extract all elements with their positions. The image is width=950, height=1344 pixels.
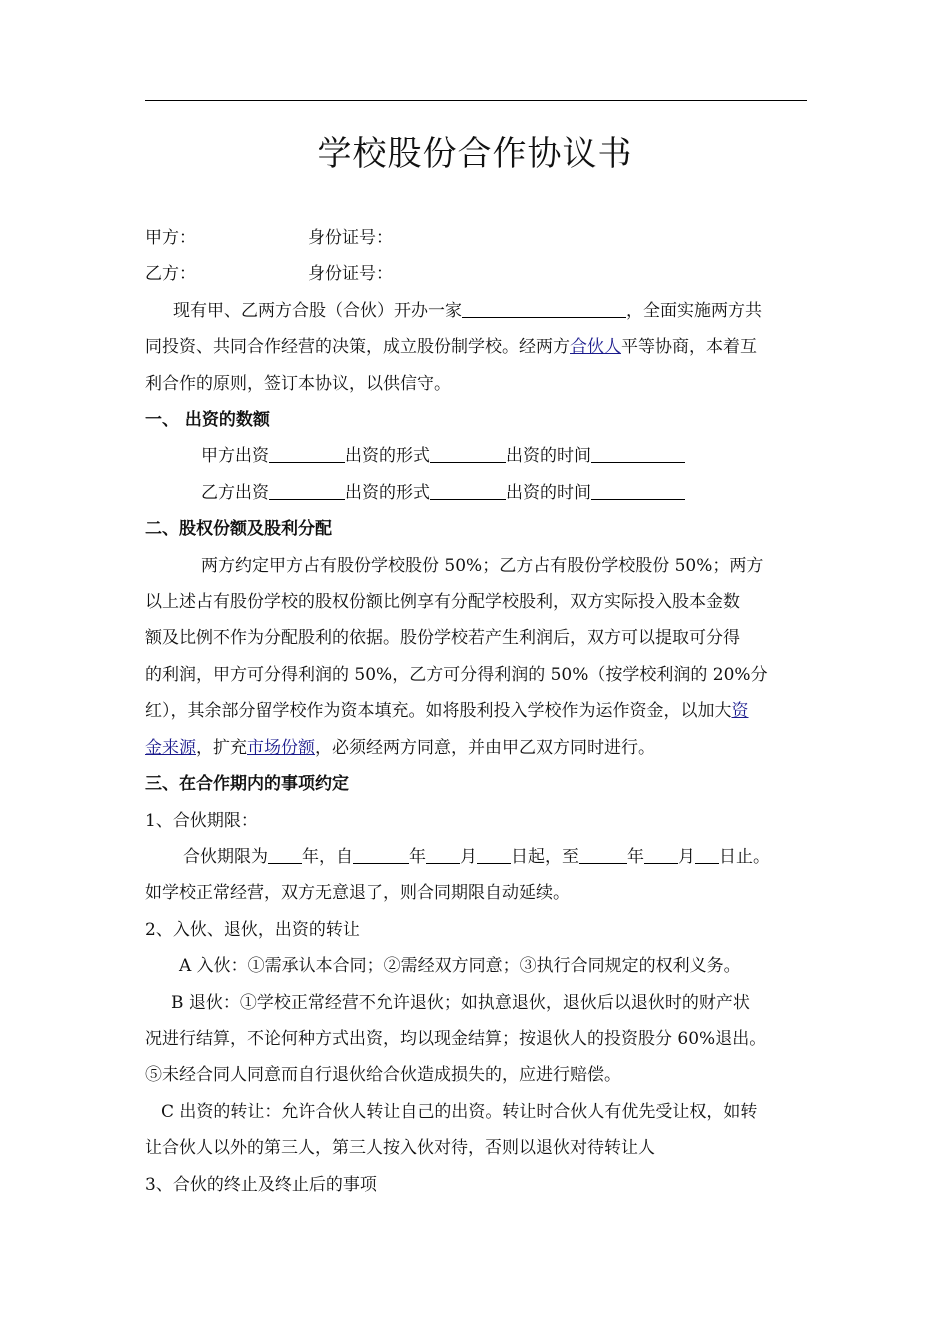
contribution-label: 乙方出资 (201, 482, 269, 503)
party-b-line (145, 256, 810, 292)
intro-text: 同投资、共同合作经营的决策，成立股份制学校。经两方 (145, 337, 570, 358)
section-2-line-4: 的利润，甲方可分得利润的 50%，乙方可分得利润的 50%（按学校利润的 20%分 (145, 664, 768, 685)
transfer-line-1: C 出资的转让：允许合伙人转让自己的出资。转让时合伙人有优先受让权，如转 (161, 1101, 758, 1122)
item-2-heading: 2、入伙、退伙，出资的转让 (145, 919, 360, 940)
document-title: 学校股份合作协议书 (317, 134, 633, 174)
start-day-blank[interactable] (477, 845, 511, 864)
years-blank[interactable] (268, 845, 302, 864)
party-a-contribution-line (145, 438, 810, 474)
term-text: 年 (627, 846, 644, 867)
section-2-line-3: 额及比例不作为分配股利的依据。股份学校若产生利润后，双方可以提取可分得 (145, 628, 740, 649)
intro-text: 平等协商，本着互 (621, 337, 757, 358)
section-2-line-6 (145, 730, 810, 766)
time-label: 出资的时间 (506, 446, 591, 467)
party-b-contribution-line (145, 475, 810, 511)
term-text: 月 (460, 846, 477, 867)
intro-line-2 (145, 329, 810, 365)
end-month-blank[interactable] (644, 845, 678, 864)
join-line: A 入伙：①需承认本合同；②需经双方同意；③执行合同规定的权利义务。 (179, 956, 741, 977)
intro-text: 现有甲、乙两方合股（合伙）开办一家 (173, 300, 462, 321)
intro-text: ，全面实施两方共 (626, 300, 762, 321)
term-text: 月 (678, 846, 695, 867)
start-month-blank[interactable] (426, 845, 460, 864)
term-text: 合伙期限为 (183, 846, 268, 867)
time-blank[interactable] (591, 445, 685, 464)
term-line (145, 839, 810, 875)
capital-source-link[interactable]: 资 (731, 701, 749, 722)
quit-line-1: B 退伙：①学校正常经营不允许退伙；如执意退伙，退伙后以退伙时的财产状 (171, 992, 750, 1013)
time-blank[interactable] (591, 481, 685, 500)
partner-link[interactable]: 合伙人 (570, 337, 621, 358)
section-2-text: ，必须经两方同意，并由甲乙双方同时进行。 (315, 737, 655, 758)
party-a-label: 甲方： (145, 228, 196, 248)
amount-blank[interactable] (269, 445, 345, 464)
amount-blank[interactable] (269, 481, 345, 500)
section-2-line-1: 两方约定甲方占有股份学校股份 50%；乙方占有股份学校股份 50%；两方 (201, 555, 764, 576)
intro-line-1 (145, 293, 810, 329)
document-body (145, 220, 810, 1203)
header-rule (145, 100, 807, 101)
end-year-blank[interactable] (579, 845, 627, 864)
quit-line-3: ⑤未经合同人同意而自行退伙给合伙造成损失的，应进行赔偿。 (145, 1065, 621, 1086)
form-blank[interactable] (430, 445, 506, 464)
section-1-heading: 一、 出资的数额 (145, 410, 270, 431)
market-share-link[interactable]: 市场份额 (247, 737, 315, 758)
start-year-blank[interactable] (353, 845, 409, 864)
quit-line-2: 况进行结算，不论何种方式出资，均以现金结算；按退伙人的投资股分 60%退出。 (145, 1028, 767, 1049)
party-a-line (145, 220, 810, 256)
party-b-id-label: 身份证号： (308, 264, 393, 285)
section-2-line-5 (145, 693, 810, 729)
item-1-heading: 1、合伙期限： (145, 810, 258, 831)
capital-source-link-cont[interactable]: 金来源 (145, 737, 196, 758)
party-a-id-label: 身份证号： (308, 228, 393, 248)
section-2-heading: 二、股权份额及股利分配 (145, 519, 332, 540)
school-name-blank[interactable] (462, 299, 626, 318)
form-label: 出资的形式 (345, 446, 430, 467)
item-3-heading: 3、合伙的终止及终止后的事项 (145, 1174, 377, 1195)
intro-line-3: 利合作的原则，签订本协议，以供信守。 (145, 373, 451, 394)
party-b-label: 乙方： (145, 264, 196, 285)
term-text: 日起，至 (511, 846, 579, 867)
contribution-label: 甲方出资 (201, 446, 269, 467)
section-3-heading: 三、在合作期内的事项约定 (145, 774, 349, 795)
term-text: 日止。 (719, 846, 770, 867)
term-line-2: 如学校正常经营，双方无意退了，则合同期限自动延续。 (145, 883, 570, 904)
time-label: 出资的时间 (506, 482, 591, 503)
end-day-blank[interactable] (695, 845, 719, 864)
transfer-line-2: 让合伙人以外的第三人，第三人按入伙对待，否则以退伙对待转让人 (145, 1138, 655, 1159)
section-2-text: 红），其余部分留学校作为资本填充。如将股利投入学校作为运作资金，以加大 (145, 701, 732, 722)
section-2-text: ，扩充 (196, 737, 247, 758)
section-2-line-2: 以上述占有股份学校的股权份额比例享有分配学校股利，双方实际投入股本金数 (145, 592, 740, 613)
form-label: 出资的形式 (345, 482, 430, 503)
term-text: 年，自 (302, 846, 353, 867)
term-text: 年 (409, 846, 426, 867)
form-blank[interactable] (430, 481, 506, 500)
